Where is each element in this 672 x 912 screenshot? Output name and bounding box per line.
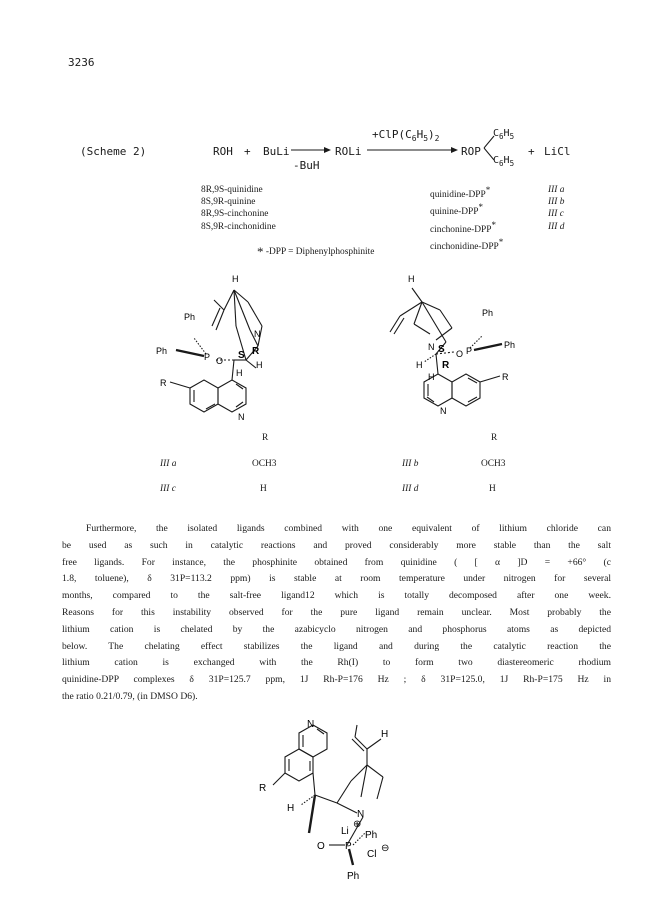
- paragraph-line-8: below. The chelating effect stabilizes the ligand and during the catalytic reaction the: [62, 640, 611, 652]
- plus-sign-1: +: [244, 145, 251, 158]
- plus-sign-2: +: [528, 145, 535, 158]
- paragraph-line-7: lithium cation is chelated by the azabicyclo nitrogen and phosphorus atoms as depicted: [62, 623, 611, 635]
- n-atom-quinoline: N: [238, 412, 245, 422]
- alkaloid-cinchonidine: 8S,9R-cinchonidine: [201, 221, 276, 232]
- compound-codes: [548, 184, 564, 233]
- intermediate-roli: ROLi: [335, 145, 362, 158]
- o-atom: O: [216, 356, 224, 366]
- table-code-iii-a: III a: [160, 459, 177, 469]
- table-code-iii-d: III d: [402, 484, 419, 494]
- h-atom-c9-3: H: [287, 803, 295, 814]
- table-r-iii-d: H: [489, 484, 496, 494]
- product-rop: ROP: [461, 145, 481, 158]
- alkaloid-quinine: 8S,9R-quinine: [201, 197, 256, 208]
- h-atom-c8-2: H: [416, 360, 423, 370]
- r-label-2: R: [442, 360, 450, 371]
- paragraph-line-11: the ratio 0.21/0.79, (in DMSO D6).: [62, 690, 198, 702]
- byproduct-buh: -BuH: [293, 159, 320, 172]
- ph-group-top-2: Ph: [482, 308, 494, 318]
- dpp-quinine: quinine-DPP*: [430, 202, 483, 218]
- paragraph-line-3: free ligands. For instance, the phosphinite obtained from quinidine ( [ α ]D = +66° (c: [62, 556, 611, 568]
- table-r-iii-c: H: [260, 484, 267, 494]
- code-iii-a: III a: [548, 185, 565, 195]
- page-number: 3236: [68, 56, 95, 69]
- dpp-cinchonidine: cinchonidine-DPP*: [430, 236, 504, 253]
- n-atom-quinuclidine-2: N: [428, 342, 435, 352]
- code-iii-c: III c: [548, 209, 564, 220]
- r-substituent: R: [160, 378, 167, 388]
- reactant-roh: ROH: [213, 145, 233, 158]
- table-r-iii-a: OCH3: [252, 459, 277, 469]
- h-atom-c9-2: H: [428, 372, 435, 382]
- paragraph-line-4: 1.8, toluene), δ 31P=113.2 ppm) is stable at room temperature under nitrogen for several: [62, 573, 611, 585]
- structure-li-chelate: [255, 715, 445, 885]
- arrow-2: [366, 144, 460, 156]
- h-atom-vinyl-2: H: [408, 274, 415, 284]
- dpp-cinchonine: cinchonine-DPP*: [430, 219, 496, 235]
- table-code-iii-c: III c: [160, 484, 176, 494]
- dpp-footnote: * -DPP = Diphenylphosphinite: [257, 244, 375, 259]
- o-atom-2: O: [456, 349, 464, 359]
- table-header-r-left: R: [262, 433, 269, 443]
- table-header-r-right: R: [491, 433, 498, 443]
- h-atom-vinyl-3: H: [381, 729, 389, 740]
- coproduct-licl: LiCl: [544, 145, 571, 158]
- minus-charge: ⊖: [381, 843, 390, 854]
- dpp-list: [430, 184, 503, 253]
- p-atom-2: P: [466, 346, 473, 356]
- s-label-2: S: [438, 344, 445, 355]
- r-substituent-3: R: [259, 783, 267, 794]
- ph-group-left: Ph: [156, 346, 168, 356]
- n-atom-quinoline-3: N: [307, 719, 315, 730]
- structure-iii-b-d: [382, 268, 552, 433]
- li-cation: Li: [341, 826, 349, 837]
- r-label: R: [252, 346, 260, 357]
- phenyl-bottom: $C_6H_5$: [493, 155, 515, 168]
- p-atom: P: [204, 352, 211, 362]
- reagent-clp: $+ClP(C_6H_5)_2$: [372, 128, 440, 144]
- plus-charge: ⊕: [353, 819, 362, 830]
- structure-iii-a-c: [150, 268, 320, 433]
- code-iii-d: III d: [548, 221, 565, 232]
- ph-group-right-2: Ph: [504, 340, 516, 350]
- h-atom-vinyl: H: [232, 274, 239, 284]
- ph-group-bottom: Ph: [347, 871, 360, 882]
- alkaloid-cinchonine: 8R,9S-cinchonine: [201, 209, 269, 220]
- code-iii-b: III b: [548, 197, 565, 208]
- o-atom-3: O: [317, 841, 325, 852]
- arrow-1: [290, 144, 332, 156]
- r-substituent-2: R: [502, 372, 509, 382]
- alkaloid-list: [201, 184, 276, 233]
- h-atom-c9: H: [236, 368, 243, 378]
- s-label: S: [238, 350, 245, 361]
- p-atom-3: P: [345, 841, 352, 852]
- chloride-anion: Cl: [367, 849, 377, 860]
- n-atom-quinoline-2: N: [440, 406, 447, 416]
- ph-group-li: Ph: [365, 830, 378, 841]
- paragraph-line-5: months, compared to the salt-free ligand12 which is totally decomposed after one week.: [62, 590, 611, 602]
- alkaloid-quinidine: 8R,9S-quinidine: [201, 185, 263, 195]
- paragraph-line-10: quinidine-DPP complexes δ 31P=125.7 ppm, 1J Rh-P=176 Hz ; δ 31P=125.0, 1J Rh-P=175 Hz in: [62, 674, 611, 686]
- table-r-iii-b: OCH3: [481, 459, 506, 469]
- n-atom-quinuclidine: N: [254, 329, 261, 339]
- scheme-label: (Scheme 2): [80, 145, 147, 158]
- paragraph-line-6: Reasons for this instability observed for the pure ligand remain unclear. Most probably the: [62, 606, 611, 618]
- paragraph-line-1: Furthermore, the isolated ligands combined with one equivalent of lithium chloride can: [86, 523, 611, 534]
- n-atom-quinuclidine-3: N: [357, 809, 365, 820]
- paragraph-line-2: be used as such in catalytic reactions and proved considerably more stable than the salt: [62, 539, 611, 551]
- phenyl-top: $C_6H_5$: [493, 128, 515, 141]
- paragraph-line-9: lithium cation is exchanged with the Rh(I) to form two diastereomeric rhodium: [62, 657, 611, 669]
- reactant-buli: BuLi: [263, 145, 290, 158]
- ph-group-top: Ph: [184, 312, 196, 322]
- table-code-iii-b: III b: [402, 459, 419, 469]
- dpp-quinidine: quinidine-DPP*: [430, 185, 491, 201]
- h-atom-c8: H: [256, 360, 263, 370]
- body-paragraph: [62, 521, 611, 706]
